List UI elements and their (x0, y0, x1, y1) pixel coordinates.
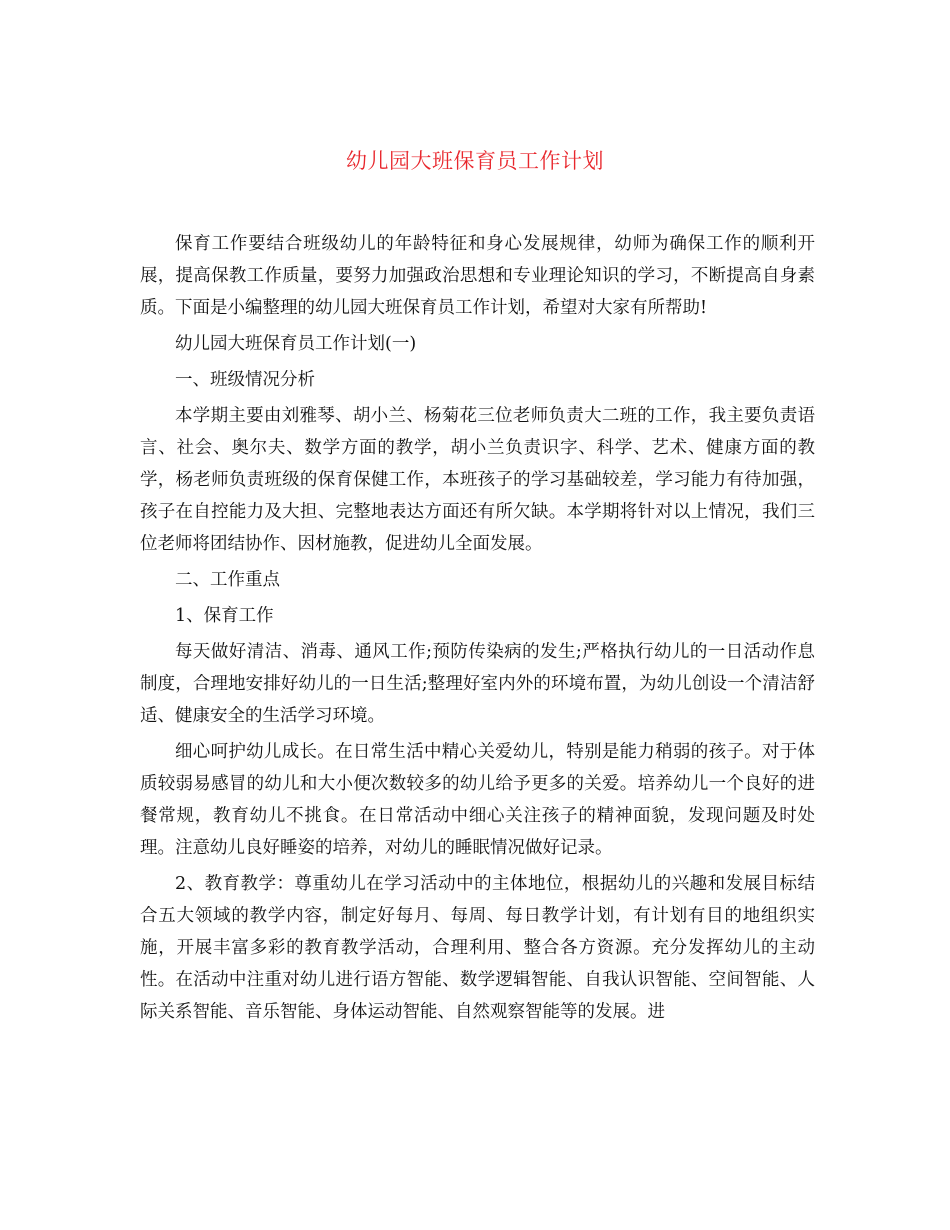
intro-paragraph: 保育工作要结合班级幼儿的年龄特征和身心发展规律，幼师为确保工作的顺利开展，提高保教工作质量，要努力加强政治思想和专业理论知识的学习，不断提高自身素质。下面是小编整理的幼儿园大班保育员工作计划，希望对大家有所帮助! (140, 234, 815, 318)
class-analysis-paragraph: 本学期主要由刘雅琴、胡小兰、杨菊花三位老师负责大二班的工作，我主要负责语言、社会、奥尔夫、数学方面的教学，胡小兰负责识字、科学、艺术、健康方面的教学，杨老师负责班级的保育保健工作，本班孩子的学习基础较差，学习能力有待加强，孩子在自控能力及大担、完整地表达方面还有所欠缺。本学期将针对以上情况，我们三位老师将团结协作、因材施教，促进幼儿全面发展。 (140, 406, 815, 554)
teaching-paragraph: 2、教育教学：尊重幼儿在学习活动中的主体地位，根据幼儿的兴趣和发展目标结合五大领域的教学内容，制定好每月、每周、每日教学计划，有计划有目的地组织实施，开展丰富多彩的教育教学活动，合理利用、整合各方资源。充分发挥幼儿的主动性。在活动中注重对幼儿进行语方智能、数学逻辑智能、自我认识智能、空间智能、人际关系智能、音乐智能、身体运动智能、自然观察智能等的发展。进 (140, 874, 815, 1022)
document-title: 幼儿园大班保育员工作计划 (346, 149, 604, 173)
plan-heading: 幼儿园大班保育员工作计划(一) (175, 334, 417, 354)
section-heading-work-focus: 二、工作重点 (175, 570, 280, 590)
section-heading-class-analysis: 一、班级情况分析 (175, 370, 315, 390)
subheading-care-work: 1、保育工作 (175, 606, 274, 626)
child-care-paragraph: 细心呵护幼儿成长。在日常生活中精心关爱幼儿，特别是能力稍弱的孩子。对于体质较弱易感冒的幼儿和大小便次数较多的幼儿给予更多的关爱。培养幼儿一个良好的进餐常规，教育幼儿不挑食。在日常活动中细心关注孩子的精神面貌，发现问题及时处理。注意幼儿良好睡姿的培养，对幼儿的睡眠情况做好记录。 (140, 742, 815, 858)
document-body (140, 228, 815, 1028)
care-work-paragraph: 每天做好清洁、消毒、通风工作;预防传染病的发生;严格执行幼儿的一日活动作息制度，合理地安排好幼儿的一日生活;整理好室内外的环境布置，为幼儿创设一个清洁舒适、健康安全的生活学习环境。 (140, 642, 815, 726)
